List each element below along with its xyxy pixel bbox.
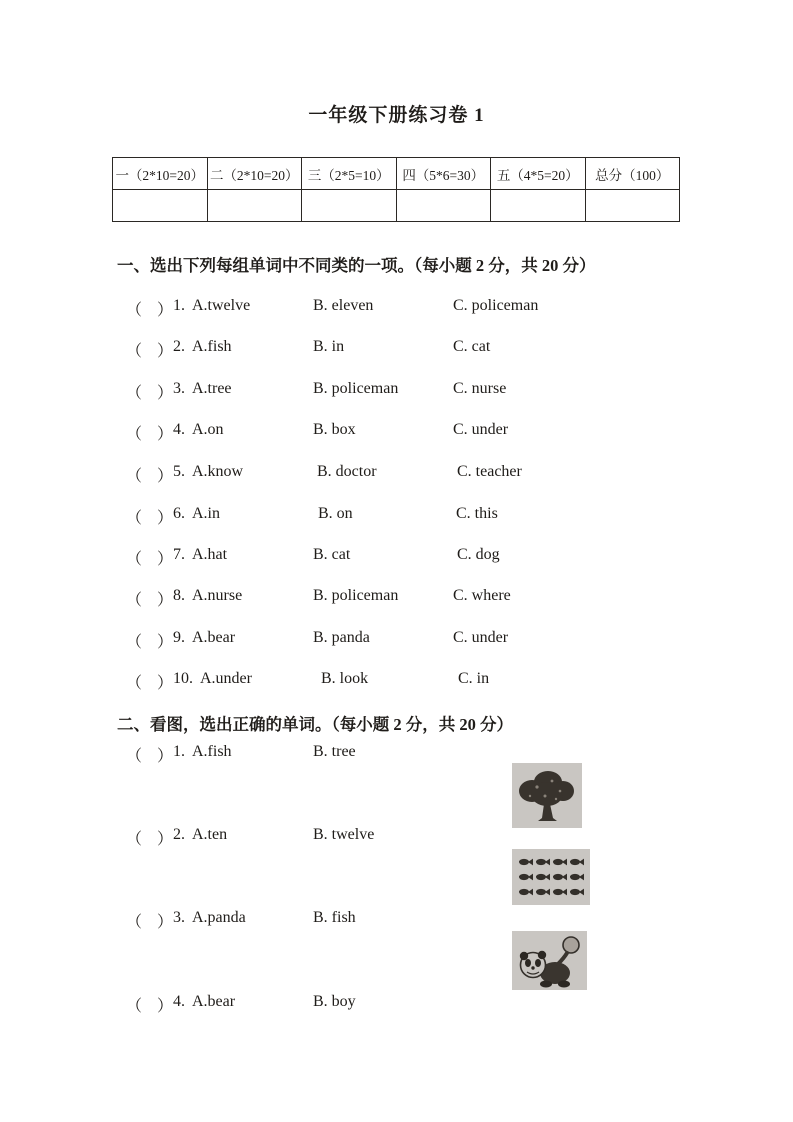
option-b: B. boy	[313, 993, 356, 1010]
section-one-heading: 一、选出下列每组单词中不同类的一项。（每小题 2 分，共 20 分）	[117, 256, 596, 275]
option-a: A.on	[192, 421, 224, 438]
option-a: A.tree	[192, 380, 232, 397]
fish-grid-icon	[512, 849, 590, 905]
option-b: B. look	[321, 670, 369, 687]
question-text	[173, 297, 250, 315]
question-number: 5.	[173, 463, 185, 480]
answer-bracket-close: ）	[157, 675, 174, 692]
answer-bracket-close: ）	[157, 592, 174, 609]
question-number: 8.	[173, 587, 185, 604]
question-text	[173, 743, 232, 761]
option-a: A.fish	[192, 743, 232, 760]
score-header-section3: 三（2*5=10）	[302, 158, 397, 190]
score-cell-empty	[207, 190, 302, 222]
score-header-total: 总分（100）	[585, 158, 680, 190]
option-c: C. teacher	[457, 463, 522, 480]
question-number: 4.	[173, 993, 185, 1010]
option-a: A.twelve	[192, 297, 251, 314]
tree-icon	[512, 763, 582, 828]
option-b: B. policeman	[313, 380, 399, 397]
question-text	[173, 463, 243, 481]
question-number: 7.	[173, 546, 185, 563]
option-b: B. fish	[313, 909, 356, 926]
answer-bracket-close: ）	[157, 831, 174, 848]
question-text	[173, 421, 224, 439]
option-b: B. in	[313, 338, 345, 355]
answer-bracket-open: （	[126, 385, 143, 402]
question-number: 4.	[173, 421, 185, 438]
question-number: 1.	[173, 743, 185, 760]
answer-bracket-close: ）	[157, 634, 174, 651]
option-a: A.in	[192, 505, 220, 522]
question-text	[173, 587, 242, 605]
answer-bracket-open: （	[126, 592, 143, 609]
answer-bracket-open: （	[126, 343, 143, 360]
score-table-value-row	[113, 190, 680, 222]
score-cell-empty	[113, 190, 208, 222]
score-table	[112, 157, 680, 222]
fish-grid-image	[512, 849, 590, 905]
question-text	[173, 670, 252, 688]
section-two-heading: 二、看图，选出正确的单词。（每小题 2 分，共 20 分）	[117, 715, 513, 734]
option-b: B. twelve	[313, 826, 375, 843]
answer-bracket-close: ）	[157, 748, 174, 765]
question-number: 2.	[173, 338, 185, 355]
page-title: 一年级下册练习卷 1	[308, 105, 485, 126]
panda-image	[512, 931, 587, 990]
answer-bracket-open: （	[126, 468, 143, 485]
answer-bracket-close: ）	[157, 998, 174, 1015]
answer-bracket-close: ）	[157, 914, 174, 931]
option-c: C. dog	[457, 546, 500, 563]
option-a: A.bear	[192, 993, 236, 1010]
question-number: 3.	[173, 909, 185, 926]
answer-bracket-close: ）	[157, 510, 174, 527]
option-b: B. doctor	[317, 463, 377, 480]
option-c: C. policeman	[453, 297, 539, 314]
panda-icon	[512, 931, 587, 990]
question-number: 1.	[173, 297, 185, 314]
option-a: A.bear	[192, 629, 236, 646]
answer-bracket-close: ）	[157, 343, 174, 360]
question-number: 2.	[173, 826, 185, 843]
score-table-header-row	[113, 158, 680, 190]
score-cell-empty	[396, 190, 491, 222]
answer-bracket-open: （	[126, 302, 143, 319]
answer-bracket-open: （	[126, 510, 143, 527]
option-c: C. cat	[453, 338, 491, 355]
score-cell-empty	[302, 190, 397, 222]
question-text	[173, 546, 227, 564]
option-c: C. where	[453, 587, 511, 604]
question-text	[173, 629, 235, 647]
option-a: A.panda	[192, 909, 246, 926]
answer-bracket-close: ）	[157, 302, 174, 319]
option-a: A.fish	[192, 338, 232, 355]
option-b: B. tree	[313, 743, 356, 760]
tree-image	[512, 763, 582, 828]
option-a: A.hat	[192, 546, 228, 563]
question-number: 3.	[173, 380, 185, 397]
answer-bracket-close: ）	[157, 468, 174, 485]
option-b: B. eleven	[313, 297, 374, 314]
score-header-section4: 四（5*6=30）	[396, 158, 491, 190]
score-cell-empty	[585, 190, 680, 222]
option-a: A.under	[200, 670, 252, 687]
option-c: C. under	[453, 421, 509, 438]
answer-bracket-open: （	[126, 998, 143, 1015]
answer-bracket-open: （	[126, 831, 143, 848]
option-a: A.ten	[192, 826, 228, 843]
answer-bracket-open: （	[126, 675, 143, 692]
question-text	[173, 909, 246, 927]
option-b: B. panda	[313, 629, 370, 646]
option-b: B. cat	[313, 546, 351, 563]
score-header-section2: 二（2*10=20）	[207, 158, 302, 190]
question-text	[173, 338, 232, 356]
score-cell-empty	[491, 190, 586, 222]
option-a: A.know	[192, 463, 244, 480]
option-b: B. on	[318, 505, 353, 522]
answer-bracket-open: （	[126, 748, 143, 765]
option-b: B. box	[313, 421, 356, 438]
answer-bracket-close: ）	[157, 385, 174, 402]
answer-bracket-close: ）	[157, 551, 174, 568]
question-number: 6.	[173, 505, 185, 522]
option-c: C. under	[453, 629, 509, 646]
option-c: C. this	[456, 505, 498, 522]
question-text	[173, 826, 227, 844]
question-text	[173, 505, 220, 523]
option-c: C. in	[458, 670, 490, 687]
answer-bracket-open: （	[126, 634, 143, 651]
answer-bracket-open: （	[126, 426, 143, 443]
score-header-section1: 一（2*10=20）	[113, 158, 208, 190]
answer-bracket-close: ）	[157, 426, 174, 443]
answer-bracket-open: （	[126, 551, 143, 568]
question-number: 9.	[173, 629, 185, 646]
option-c: C. nurse	[453, 380, 507, 397]
question-number: 10.	[173, 670, 193, 687]
option-a: A.nurse	[192, 587, 243, 604]
option-b: B. policeman	[313, 587, 399, 604]
answer-bracket-open: （	[126, 914, 143, 931]
question-text	[173, 380, 232, 398]
question-text	[173, 993, 235, 1011]
score-header-section5: 五（4*5=20）	[491, 158, 586, 190]
